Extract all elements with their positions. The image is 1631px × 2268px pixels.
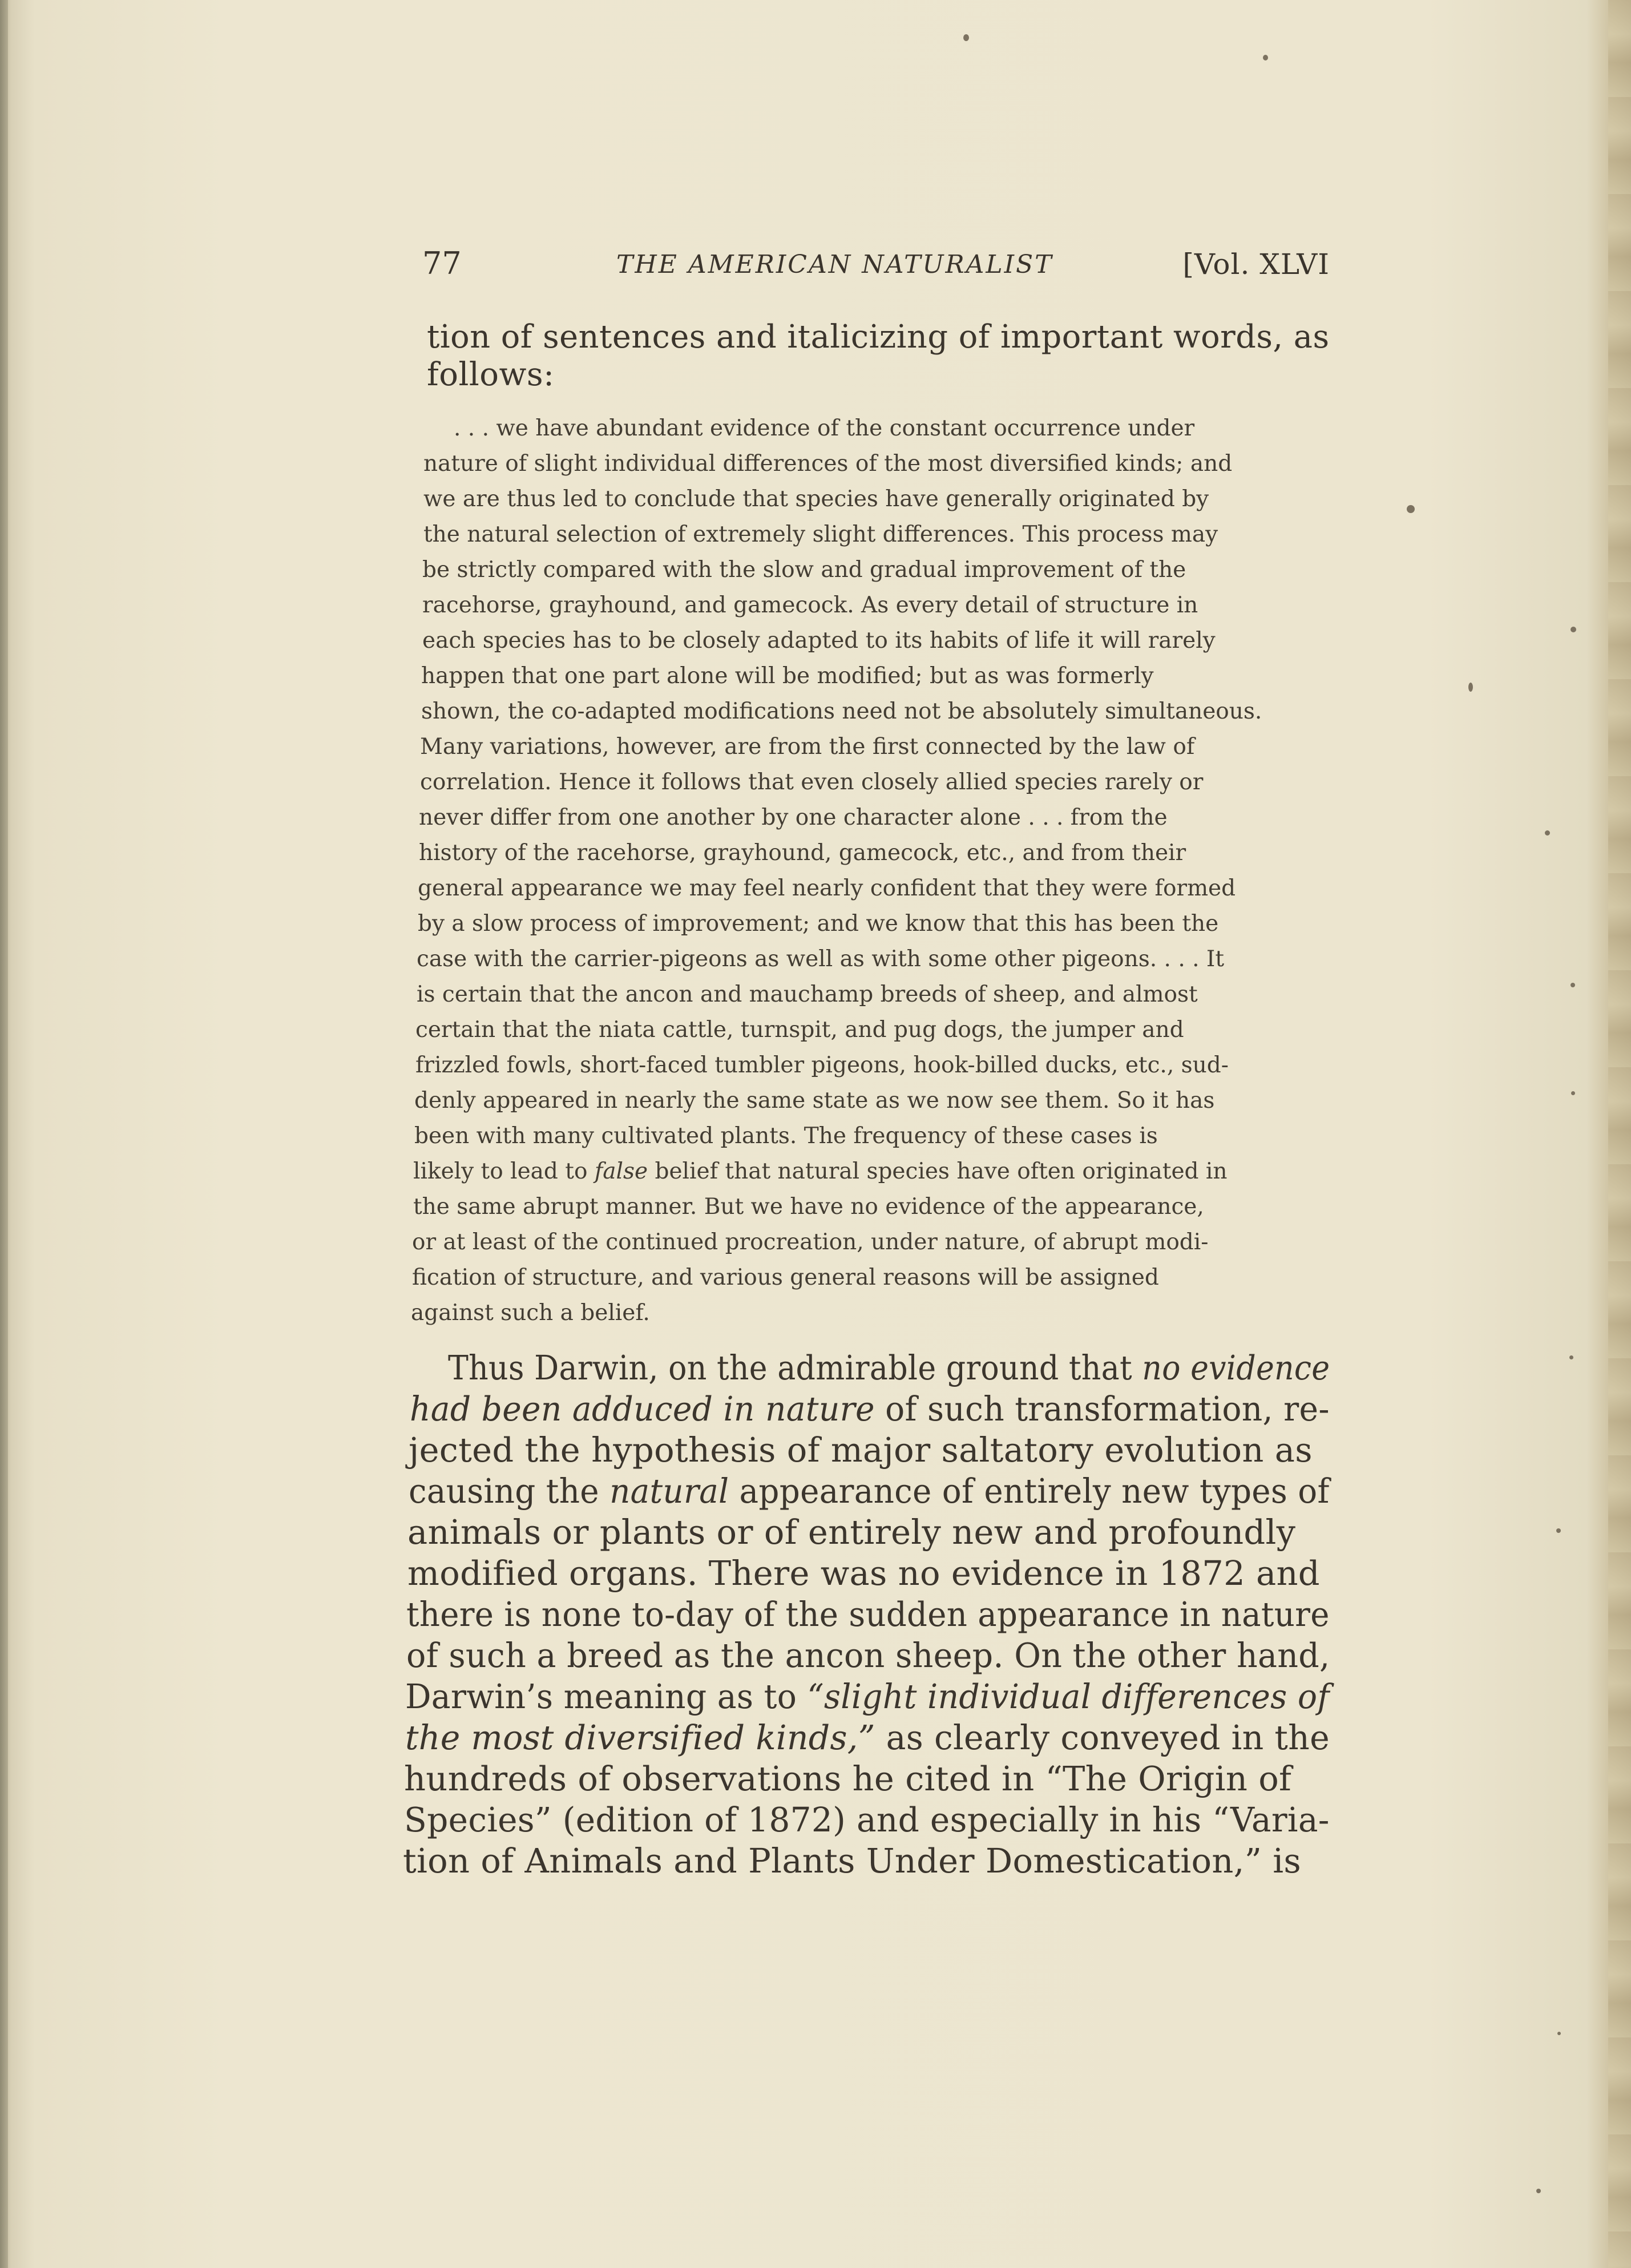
- body-line: there is none to-day of the sudden appearance in nature: [406, 1595, 1330, 1634]
- quote-line: the same abrupt manner. But we have no evidence of the appearance,: [413, 1194, 1204, 1220]
- quote-line: by a slow process of improvement; and we know that this has been the: [418, 911, 1219, 937]
- intro-line: follows:: [427, 356, 555, 393]
- page-number: 77: [422, 245, 462, 281]
- body-italic-text: the most diversified kinds,”: [405, 1718, 875, 1757]
- quote-line: history of the racehorse, grayhound, gamecock, etc., and from their: [419, 840, 1186, 866]
- body-line: animals or plants or of entirely new and profoundly: [407, 1512, 1296, 1552]
- journal-title: THE AMERICAN NATURALIST: [616, 250, 1053, 279]
- quote-line: been with many cultivated plants. The frequency of these cases is: [414, 1123, 1158, 1149]
- body-line: jected the hypothesis of major saltatory evolution as: [409, 1430, 1313, 1470]
- body-text: Darwin’s meaning as to: [405, 1677, 797, 1716]
- quote-line: general appearance we may feel nearly confident that they were formed: [418, 875, 1236, 901]
- quote-text: likely to lead to: [413, 1159, 588, 1184]
- quote-line: we are thus led to conclude that species have generally originated by: [423, 486, 1209, 512]
- body-line: [405, 1677, 1330, 1716]
- body-italic-text: natural: [609, 1471, 729, 1511]
- body-line: [405, 1718, 1330, 1757]
- volume-label: [Vol. XLVI: [1182, 248, 1330, 281]
- quote-line: against such a belief.: [411, 1300, 650, 1326]
- quote-line: or at least of the continued procreation, under nature, of abrupt modi-: [412, 1229, 1209, 1255]
- quote-line: correlation. Hence it follows that even closely allied species rarely or: [420, 769, 1204, 795]
- quote-line: . . . we have abundant evidence of the constant occurrence under: [454, 415, 1195, 441]
- body-line: modified organs. There was no evidence in 1872 and: [407, 1553, 1320, 1593]
- quote-line: each species has to be closely adapted to its habits of life it will rarely: [422, 628, 1216, 653]
- quote-line: never differ from one another by one character alone . . . from the: [419, 805, 1168, 830]
- quote-line: fication of structure, and various general reasons will be assigned: [412, 1265, 1159, 1290]
- body-text: as clearly conveyed in the: [886, 1718, 1330, 1757]
- body-text: Thus Darwin, on the admirable ground that: [448, 1348, 1132, 1387]
- body-line: [448, 1348, 1330, 1387]
- quote-line: the natural selection of extremely slight differences. This process may: [423, 522, 1218, 547]
- quote-line: nature of slight individual differences of the most diversified kinds; and: [423, 451, 1233, 477]
- body-line: hundreds of observations he cited in “The Origin of: [404, 1759, 1292, 1798]
- body-text: causing the: [409, 1471, 599, 1511]
- body-line: tion of Animals and Plants Under Domestication,” is: [403, 1841, 1301, 1880]
- intro-line: tion of sentences and italicizing of important words, as: [427, 318, 1330, 356]
- body-line: [410, 1389, 1330, 1428]
- quote-line: denly appeared in nearly the same state as we now see them. So it has: [414, 1088, 1215, 1113]
- quote-line: happen that one part alone will be modified; but as was formerly: [421, 663, 1154, 689]
- quote-text: belief that natural species have often originated in: [655, 1159, 1228, 1184]
- quote-italic-text: false: [594, 1159, 648, 1184]
- quote-line: be strictly compared with the slow and gradual improvement of the: [422, 557, 1186, 583]
- body-line: [409, 1471, 1330, 1511]
- body-text: appearance of entirely new types of: [739, 1471, 1330, 1511]
- body-italic-text: had been adduced in nature: [410, 1389, 875, 1428]
- quote-line: is certain that the ancon and mauchamp breeds of sheep, and almost: [417, 982, 1198, 1007]
- quote-line: Many variations, however, are from the first connected by the law of: [420, 734, 1195, 760]
- quote-line: shown, the co-adapted modifications need not be absolutely simultaneous.: [421, 699, 1262, 724]
- body-line: of such a breed as the ancon sheep. On the other hand,: [406, 1636, 1330, 1675]
- quote-line: [413, 1159, 1228, 1184]
- body-text: of such transformation, re-: [885, 1389, 1330, 1428]
- quote-line: case with the carrier-pigeons as well as with some other pigeons. . . . It: [417, 946, 1225, 972]
- quote-line: frizzled fowls, short-faced tumbler pigeons, hook-billed ducks, etc., sud-: [415, 1052, 1229, 1078]
- body-italic-text: “slight individual differences of: [807, 1677, 1330, 1716]
- body-italic-text: no evidence: [1142, 1348, 1330, 1387]
- quote-line: racehorse, grayhound, and gamecock. As every detail of structure in: [422, 592, 1198, 618]
- body-line: Species” (edition of 1872) and especially in his “Varia-: [404, 1800, 1330, 1839]
- quote-line: certain that the niata cattle, turnspit, and pug dogs, the jumper and: [415, 1017, 1184, 1043]
